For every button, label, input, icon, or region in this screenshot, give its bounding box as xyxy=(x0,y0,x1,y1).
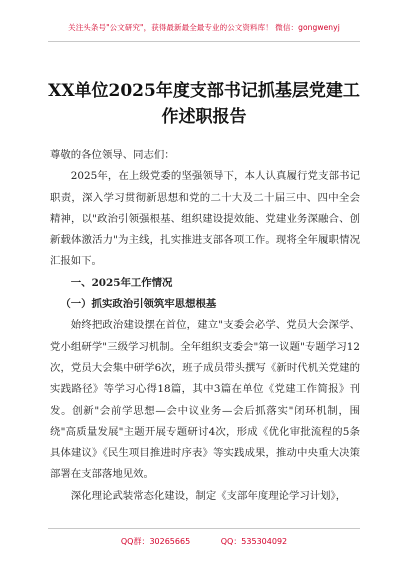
document-body xyxy=(50,145,360,507)
salutation: 尊敬的各位领导、同志们： xyxy=(50,149,175,161)
title-line-1: XX单位2025年度支部书记抓基层党建工 xyxy=(48,81,360,101)
header-banner: 关注头条号"公文研究"，获得最新最全最专业的公文资料库！ 微信：gongwenyj xyxy=(68,23,340,32)
footer-qq-group: QQ群：30265665 xyxy=(120,537,191,546)
footer xyxy=(0,536,408,547)
header-divider xyxy=(48,41,360,42)
intro-paragraph: 2025年，在上级党委的坚强领导下，本人认真履行党支部书记职责，深入学习贯彻新思想和党的二十大及二十届三中、四中全会精神，以"政治引领强根基、组织建设提效能、党建业务深融合、创新载体激活力"为主线，扎实推进支部各项工作。现将全年履职情况汇报如下。 xyxy=(50,170,360,268)
document-title xyxy=(40,78,368,130)
title-line-2: 作述职报告 xyxy=(161,107,247,127)
section-heading: 一、2025年工作情况 xyxy=(70,276,173,289)
body-paragraph: 深化理论武装常态化建设，制定《支部年度理论学习计划》， xyxy=(70,489,347,502)
footer-divider xyxy=(48,528,360,529)
subsection-heading: （一）抓实政治引领筑牢思想根基 xyxy=(60,298,217,311)
footer-qq: QQ：535304092 xyxy=(220,537,288,546)
body-paragraph: 始终把政治建设摆在首位，建立"支委会必学、党员大会深学、党小组研学"三级学习机制。全年组织支委会"第一议题"专题学习12次，党员大会集中研学6次，班子成员带头撰写《新时代机关党建的实践路径》等学习心得18篇，其中3篇在单位《党建工作简报》刊发。创新"会前学思想—会中议业务—会后抓落实"闭环机制，围绕"高质量发展"主题开展专题研讨4次，形成《优化审批流程的5条具体建议》《民生项目推进时序表》等实践成果，推动中央重大决策部署在支部落地见效。 xyxy=(50,319,360,481)
